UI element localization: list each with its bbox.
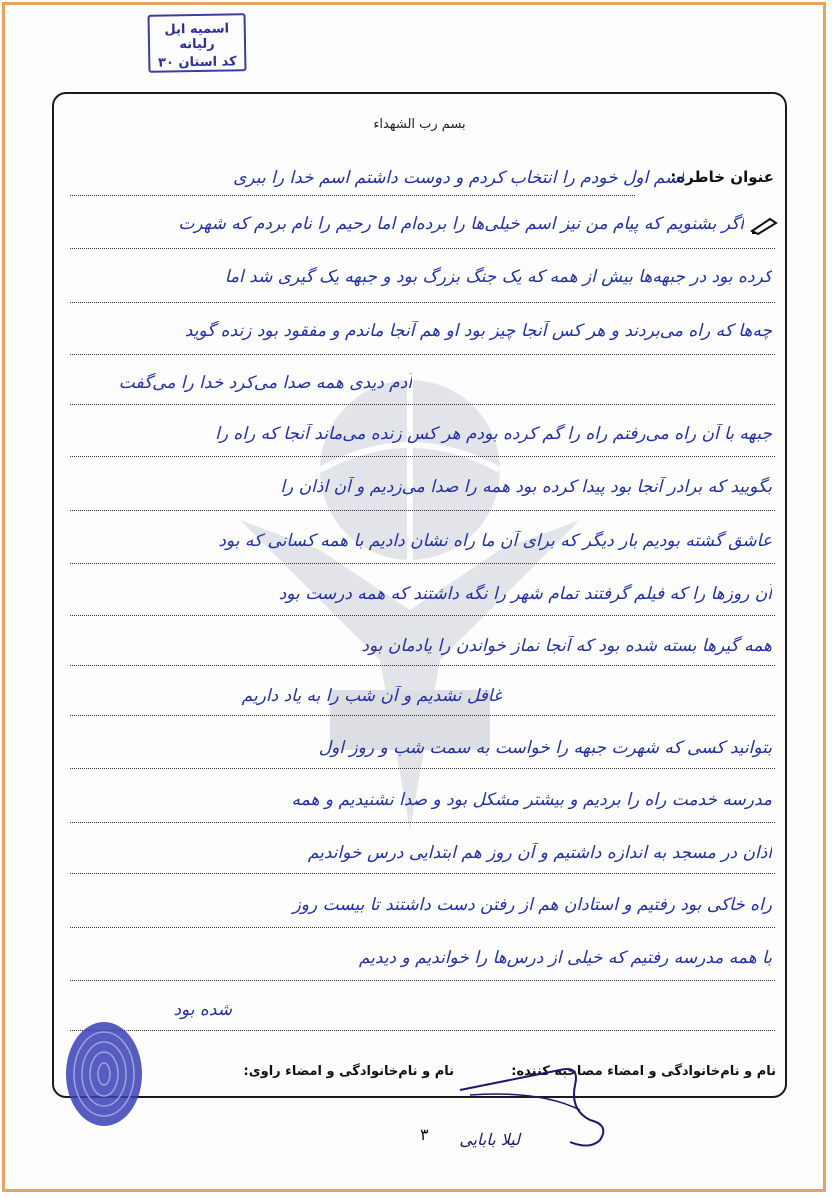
handwriting-line: شده بود <box>173 1000 232 1020</box>
handwriting-line: عاشق گشته بودیم بار دیگر که برای آن ما راه نشان دادیم با همه کسانی که بود <box>218 531 772 551</box>
rule-line <box>70 195 635 196</box>
handwriting-line: بتوانید کسی که شهرت جبهه را خواست به سمت شب و روز اول <box>318 738 772 758</box>
rule-line <box>70 822 775 823</box>
rule-line <box>70 456 775 457</box>
narrator-signature-label: نام و نام‌خانوادگی و امضاء راوی: <box>243 1064 454 1079</box>
handwriting-line: جبهه با آن راه می‌رفتم راه را گم کرده بودم هر کس زنده می‌ماند آنجا که راه را <box>215 424 772 444</box>
handwriting-line: کرده بود در جبهه‌ها بیش از همه که یک جنگ بزرگ بود و جبهه یک گیری شد اما <box>224 267 772 287</box>
signature-text: لیلا بابایی <box>459 1130 520 1149</box>
rule-line <box>70 615 775 616</box>
handwriting-line: راه خاکی بود رفتیم و استادان هم از رفتن دست داشتند تا بیست روز <box>292 895 772 915</box>
handwriting-line: آدم دیدی همه صدا می‌کرد خدا را می‌گفت <box>118 373 412 393</box>
memory-title-value: اسم اول خودم را انتخاب کردم و دوست داشتم اسم خدا را ببری <box>233 168 684 188</box>
handwriting-line: همه گیرها بسته شده بود که آنجا نماز خواندن را یادمان بود <box>361 636 772 656</box>
header-title: بسم رب الشهداء <box>373 117 466 132</box>
stamp <box>148 13 247 73</box>
pencil-icon <box>750 215 780 235</box>
rule-line <box>70 665 775 666</box>
rule-line <box>70 563 775 564</box>
handwriting-line: با همه مدرسه رفتیم که خیلی از درس‌ها را خواندیم و دیدیم <box>358 948 772 968</box>
stamp-line-2: کد استان ۳۰ <box>157 54 237 71</box>
handwriting-line: اگر بشنویم که پیام من نیز اسم خیلی‌ها را برده‌ام اما رحیم را نام بردم که شهرت <box>178 214 744 234</box>
rule-line <box>70 715 775 716</box>
rule-line <box>70 404 775 405</box>
rule-line <box>70 510 775 511</box>
rule-line <box>70 873 775 874</box>
rule-line <box>70 248 775 249</box>
handwriting-line: مدرسه خدمت راه را بردیم و بیشتر مشکل بود و صدا نشنیدیم و همه <box>291 790 772 810</box>
rule-line <box>70 927 775 928</box>
handwriting-line: چه‌ها که راه می‌بردند و هر کس آنجا چیز بود او هم آنجا ماندم و مفقود بود زنده گوید <box>184 321 772 341</box>
interviewer-signature-label: نام و نام‌خانوادگی و امضاء مصاحبه کننده: <box>511 1064 776 1079</box>
rule-line <box>70 1030 775 1031</box>
rule-line <box>70 980 775 981</box>
rule-line <box>70 768 775 769</box>
signature-icon <box>450 1050 650 1160</box>
handwriting-line: آن روزها را که فیلم گرفتند تمام شهر را نگه داشتند که همه درست بود <box>278 584 772 604</box>
handwriting-line: غافل نشدیم و آن شب را به یاد داریم <box>241 686 502 706</box>
page-number: ۳ <box>420 1125 429 1144</box>
handwriting-line: اذان در مسجد به اندازه داشتیم و آن روز هم ابتدایی درس خواندیم <box>307 843 772 863</box>
fingerprint-icon <box>62 1018 146 1130</box>
rule-line <box>70 302 775 303</box>
memory-title-label: عنوان خاطره: <box>670 168 774 186</box>
handwriting-line: بگویید که برادر آنجا بود پیدا کرده بود همه را صدا می‌زدیم و آن اذان را <box>280 477 772 497</box>
stamp-line-1: اسمیه ایل رلیانه <box>164 21 230 53</box>
rule-line <box>70 354 775 355</box>
